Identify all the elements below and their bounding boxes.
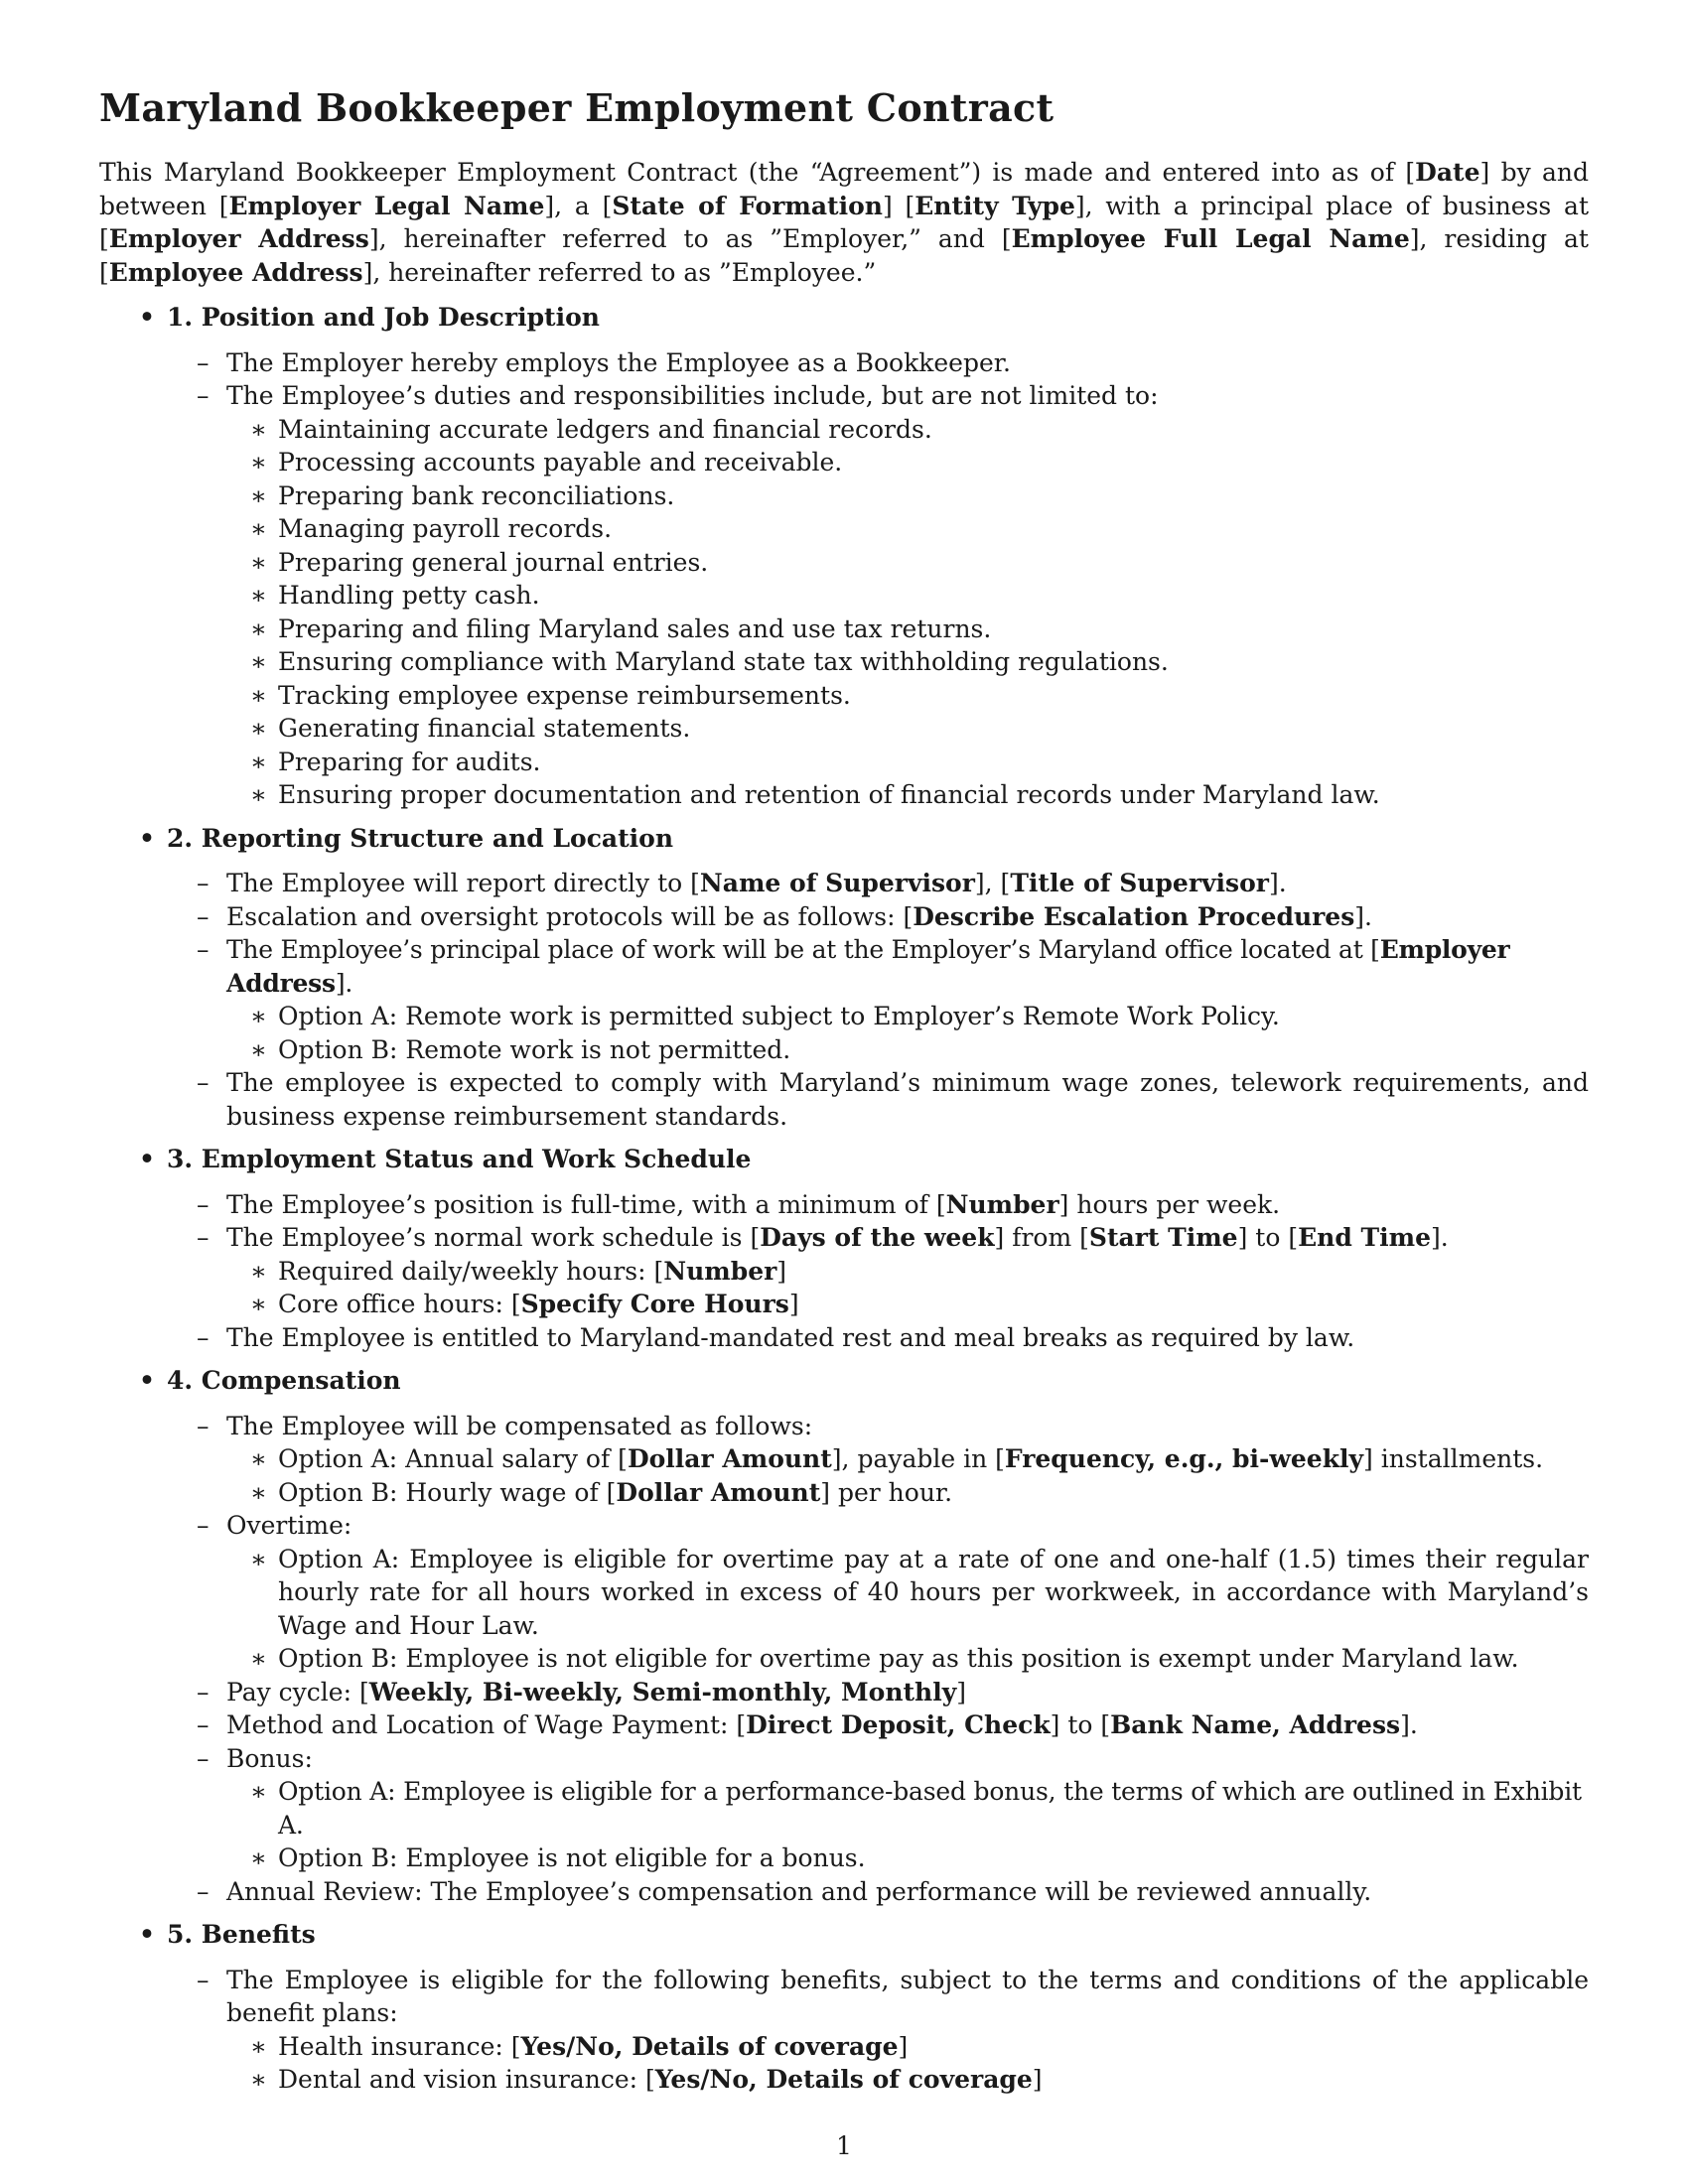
duty-item: ∗ Generating financial statements. (250, 714, 691, 743)
list-item: – The Employee’s position is full-time, with a minimum of [Number] hours per week. (197, 1189, 1281, 1219)
option-item: ∗ Option A: Annual salary of [Dollar Amount], payable in [Frequency, e.g., bi-weekly] installments. (250, 1444, 1544, 1473)
section-heading: • 5. Benefits (99, 1918, 1589, 1952)
duty-item: ∗ Processing accounts payable and receivable. (250, 448, 843, 477)
benefit-item: ∗ Dental and vision insurance: [Yes/No, Details of coverage] (250, 2065, 1043, 2094)
duty-item: ∗ Ensuring proper documentation and retention of financial records under Maryland law. (250, 780, 1380, 809)
list-item: – The Employee will be compensated as follows: (197, 1411, 813, 1440)
option-item: ∗ Option B: Employee is not eligible for overtime pay as this position is exempt under Maryland law. (250, 1644, 1519, 1673)
list-item: – The Employee is eligible for the following benefits, subject to the terms and conditions of the applicable benefit plans: (197, 1965, 1589, 2027)
list-item: – Pay cycle: [Weekly, Bi-weekly, Semi-monthly, Monthly] (197, 1677, 967, 1706)
section-position (99, 301, 1589, 812)
duty-item: ∗ Maintaining accurate ledgers and financial records. (250, 414, 932, 444)
option-item: ∗ Option B: Employee is not eligible for a bonus. (250, 1843, 866, 1872)
duty-item: ∗ Managing payroll records. (250, 514, 613, 543)
benefit-item: ∗ Health insurance: [Yes/No, Details of coverage] (250, 2031, 909, 2061)
bullet-marker: • (139, 1145, 155, 1173)
option-item: ∗ Option A: Employee is eligible for overtime pay at a rate of one and one-half (1.5) times their regular hourly rate for all hours worked in excess of 40 hours per workweek, in accordance with Maryland’s Wage and Hour Law. (250, 1544, 1589, 1640)
option-item: ∗ Option B: Remote work is not permitted. (250, 1034, 791, 1064)
duty-item: ∗ Preparing and filing Maryland sales and use tax returns. (250, 614, 992, 643)
option-item: ∗ Option A: Employee is eligible for a performance-based bonus, the terms of which are outlined in Exhibit A. (250, 1777, 1582, 1840)
list-item: – Escalation and oversight protocols will be as follows: [Describe Escalation Procedures]. (197, 901, 1372, 931)
option-item: ∗ Option B: Hourly wage of [Dollar Amount] per hour. (250, 1477, 953, 1507)
bullet-marker: • (139, 823, 155, 853)
sub-item: ∗ Core office hours: [Specify Core Hours] (250, 1290, 799, 1318)
bullet-marker: • (139, 1920, 155, 1949)
list-item: – The Employee is entitled to Maryland-mandated rest and meal breaks as required by law. (197, 1322, 1355, 1352)
duty-item: ∗ Handling petty cash. (250, 581, 540, 610)
duty-item: ∗ Preparing bank reconciliations. (250, 480, 675, 510)
section-heading: • 3. Employment Status and Work Schedule (99, 1143, 1589, 1176)
list-item: – Annual Review: The Employee’s compensation and performance will be reviewed annually. (197, 1876, 1372, 1906)
section-benefits (99, 1918, 1589, 2097)
section-schedule (99, 1143, 1589, 1354)
bullet-marker: • (139, 303, 155, 332)
duty-item: ∗ Tracking employee expense reimbursements. (250, 680, 851, 710)
duty-item: ∗ Preparing general journal entries. (250, 547, 709, 577)
document-page (99, 84, 1589, 2107)
bullet-marker: • (139, 1366, 155, 1395)
duty-item: ∗ Preparing for audits. (250, 747, 541, 776)
section-heading: • 1. Position and Job Description (99, 301, 1589, 335)
section-heading: • 4. Compensation (99, 1364, 1589, 1398)
list-item: – The Employee’s normal work schedule is [Days of the week] from [Start Time] to [End Time]. (197, 1223, 1449, 1252)
list-item: – Overtime: (197, 1511, 352, 1540)
list-item: – The Employee will report directly to [Name of Supervisor], [Title of Supervisor]. (197, 869, 1287, 897)
section-heading: • 2. Reporting Structure and Location (99, 822, 1589, 856)
document-title: Maryland Bookkeeper Employment Contract (99, 85, 1055, 130)
option-item: ∗ Option A: Remote work is permitted subject to Employer’s Remote Work Policy. (250, 1002, 1280, 1030)
sub-item: ∗ Required daily/weekly hours: [Number] (250, 1256, 787, 1286)
list-item: – The Employee’s principal place of work will be at the Employer’s Maryland office located at [Employer Address]. (197, 935, 1510, 998)
duty-item: ∗ Ensuring compliance with Maryland state tax withholding regulations. (250, 647, 1169, 676)
page-number: 1 (836, 2131, 852, 2160)
list-item: – The Employer hereby employs the Employee as a Bookkeeper. (197, 347, 1011, 377)
list-item: – Method and Location of Wage Payment: [Direct Deposit, Check] to [Bank Name, Address]. (197, 1710, 1418, 1739)
section-reporting (99, 822, 1589, 1134)
intro-paragraph: This Maryland Bookkeeper Employment Contract (the “Agreement”) is made and entered into as of [Date] by and between [Employer Legal Name], a [State of Formation] [Entity Type], with a principal place of business at [Employer Address], hereinafter referred to as ”Employer,” and [Employee Full Legal Name], residing at [Employee Address], hereinafter referred to as ”Employee.” (99, 158, 1589, 287)
list-item: – The Employee’s duties and responsibilities include, but are not limited to: (197, 381, 1159, 410)
list-item: – The employee is expected to comply with Maryland’s minimum wage zones, telework requirements, and business expense reimbursement standards. (197, 1068, 1589, 1131)
list-item: – Bonus: (197, 1743, 313, 1773)
section-compensation (99, 1364, 1589, 1908)
